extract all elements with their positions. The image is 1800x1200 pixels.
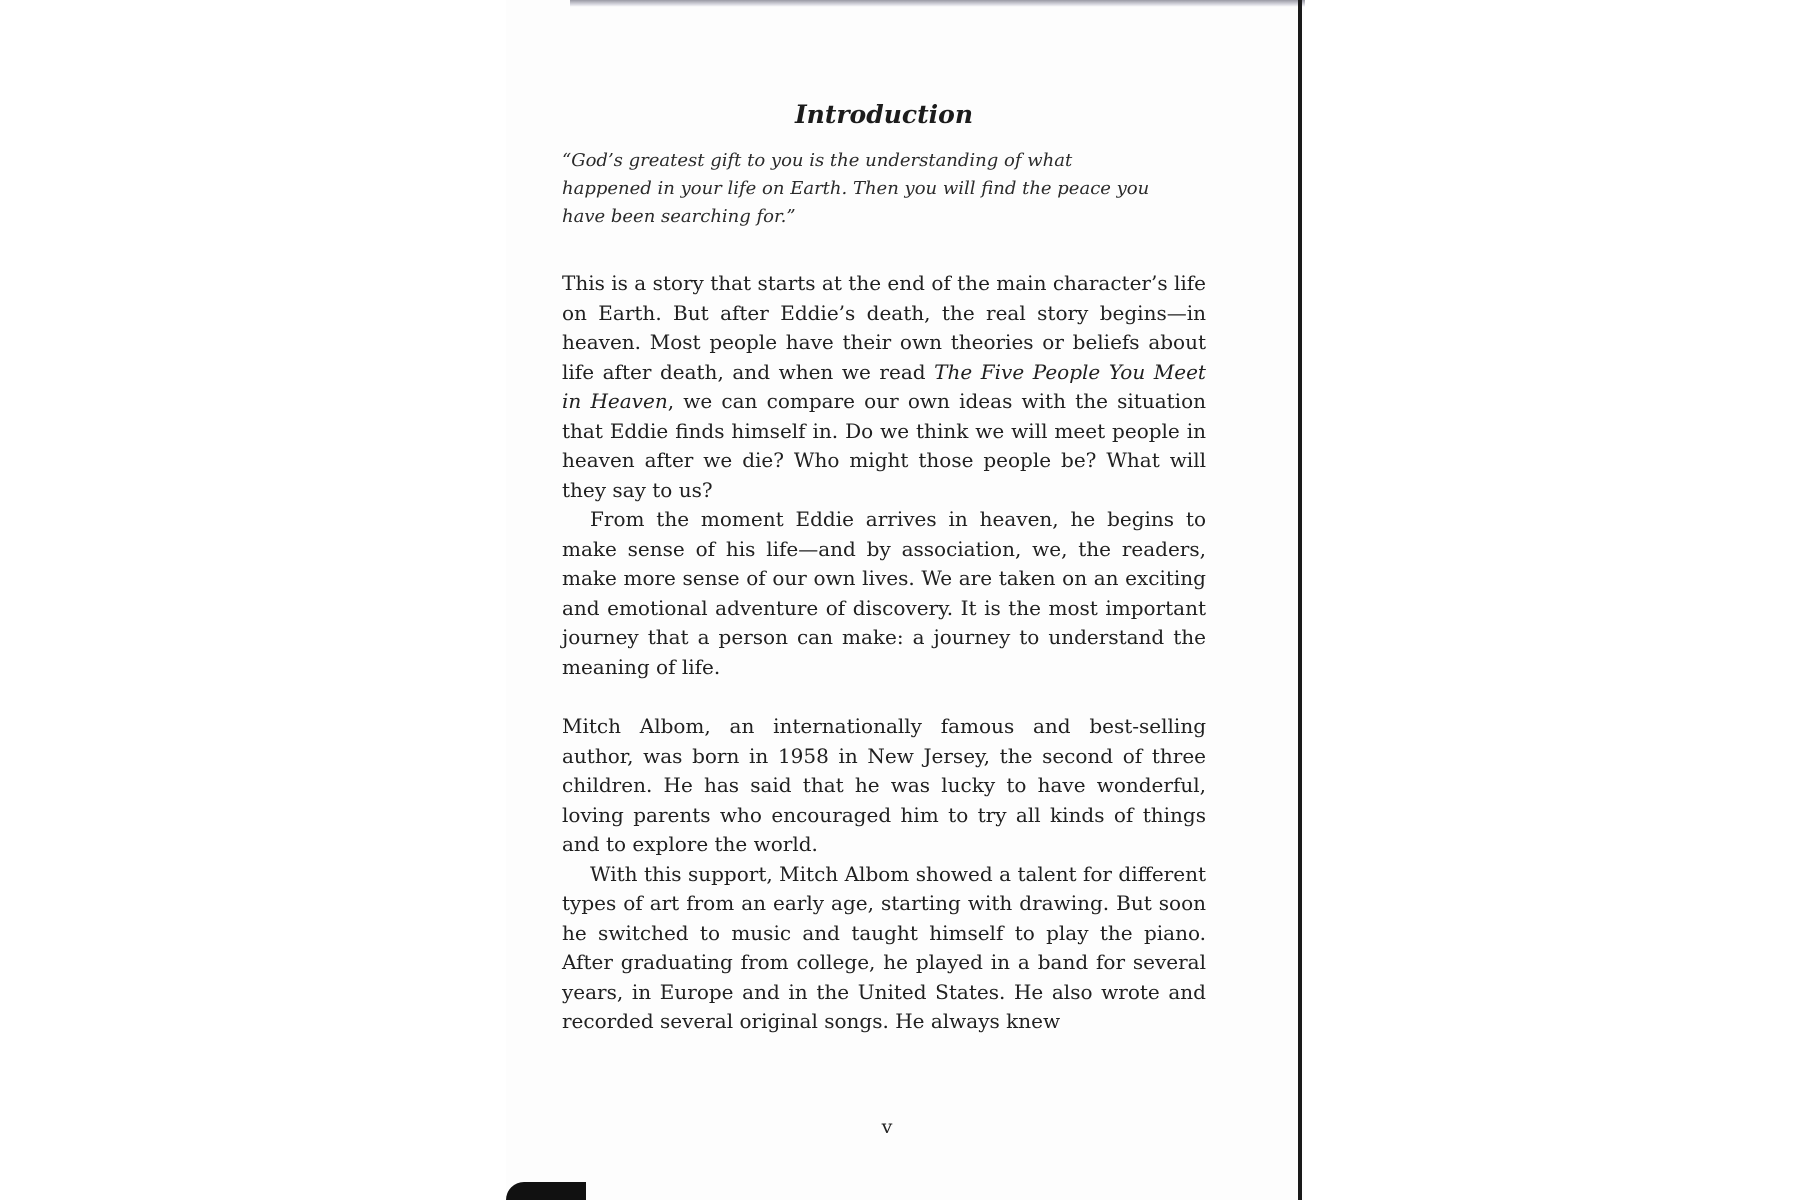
page-top-edge [570,0,1305,7]
page-number: v [881,1116,893,1138]
page-corner-shadow [506,1182,586,1200]
paragraph-eddie-arrives: From the moment Eddie arrives in heaven, he begins to make sense of his life—and by association, we, the readers, make more sense of our own lives. We are taken on an exciting and emotional adventure of discovery. It is the most important journey that a person can make: a journey to understand the meaning of life. [562,507,1206,679]
paragraph-text: This is a story that starts at the end of the main character’s life on Earth. But after Eddie’s death, the real story begins—in heaven. Most people have their own theories or beliefs about life after death, and when we read [562,271,1206,384]
book-title: The Five People You Meet in Heaven [562,359,1206,413]
epigraph-quote: “God’s greatest gift to you is the understanding of what happened in your life on Earth. Then you will find the peace you have been searching for.” [562,150,1150,227]
page-right-edge [1298,0,1302,1200]
paragraph-story-intro [562,269,1206,505]
paragraph-text: , we can compare our own ideas with the situation that Eddie finds himself in. Do we think we will meet people in heaven after we die? Who might those people be? What will they say to us? [562,389,1206,502]
page-text-block [562,100,1206,1037]
paragraph-author-talent: With this support, Mitch Albom showed a talent for different types of art from an early age, starting with drawing. But soon he switched to music and taught himself to play the piano. After graduating from college, he played in a band for several years, in Europe and in the United States. He also wrote and recorded several original songs. He always knew [562,861,1206,1033]
page-title: Introduction [794,100,974,129]
paragraph-author-bio: Mitch Albom, an internationally famous and best-selling author, was born in 1958 in New Jersey, the second of three children. He has said that he was lucky to have wonderful, loving parents who encouraged him to try all kinds of things and to explore the world. [562,714,1206,856]
